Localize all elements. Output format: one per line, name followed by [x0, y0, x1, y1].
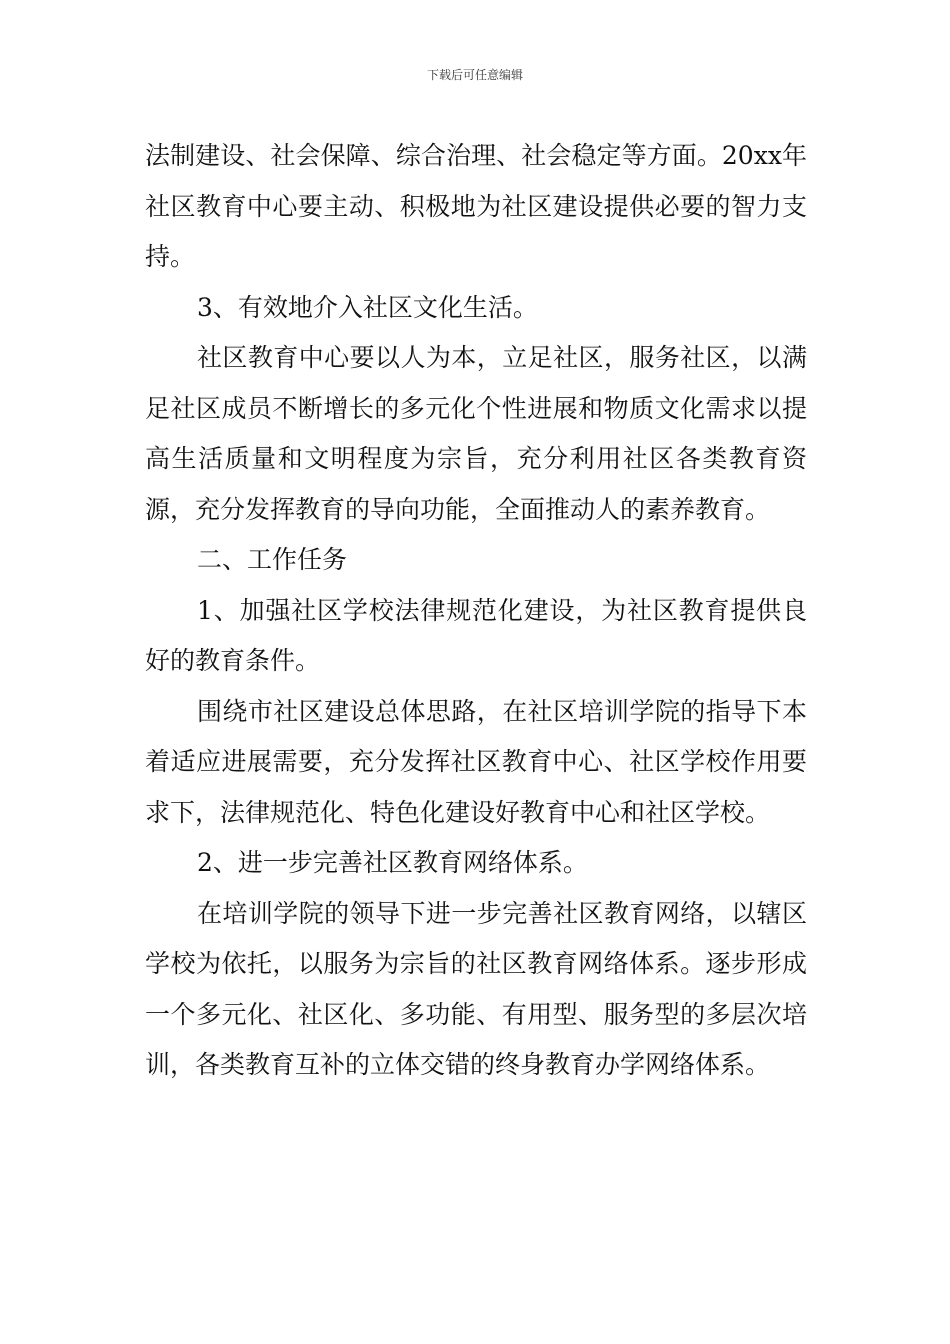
document-body — [145, 131, 807, 1091]
paragraph-1: 法制建设、社会保障、综合治理、社会稳定等方面。20xx年社区教育中心要主动、积极地为社区建设提供必要的智力支持。 — [145, 141, 807, 271]
paragraph-6: 围绕市社区建设总体思路，在社区培训学院的指导下本着适应进展需要，充分发挥社区教育中心、社区学校作用要求下，法律规范化、特色化建设好教育中心和社区学校。 — [145, 696, 807, 827]
paragraph-3: 社区教育中心要以人为本，立足社区，服务社区，以满足社区成员不断增长的多元化个性进展和物质文化需求以提高生活质量和文明程度为宗旨，充分利用社区各类教育资源，充分发挥教育的导向功能，全面推动人的素养教育。 — [145, 343, 807, 524]
paragraph-8: 在培训学院的领导下进一步完善社区教育网络，以辖区学校为依托，以服务为宗旨的社区教育网络体系。逐步形成一个多元化、社区化、多功能、有用型、服务型的多层次培训，各类教育互补的立体交错的终身教育办学网络体系。 — [145, 898, 807, 1079]
paragraph-7-heading: 2、进一步完善社区教育网络体系。 — [197, 848, 588, 877]
paragraph-5-heading: 1、加强社区学校法律规范化建设，为社区教育提供良好的教育条件。 — [145, 595, 807, 675]
page-header-note: 下载后可任意编辑 — [426, 68, 523, 82]
paragraph-2-heading: 3、有效地介入社区文化生活。 — [197, 292, 538, 322]
section-heading-work-tasks: 二、工作任务 — [197, 545, 348, 574]
